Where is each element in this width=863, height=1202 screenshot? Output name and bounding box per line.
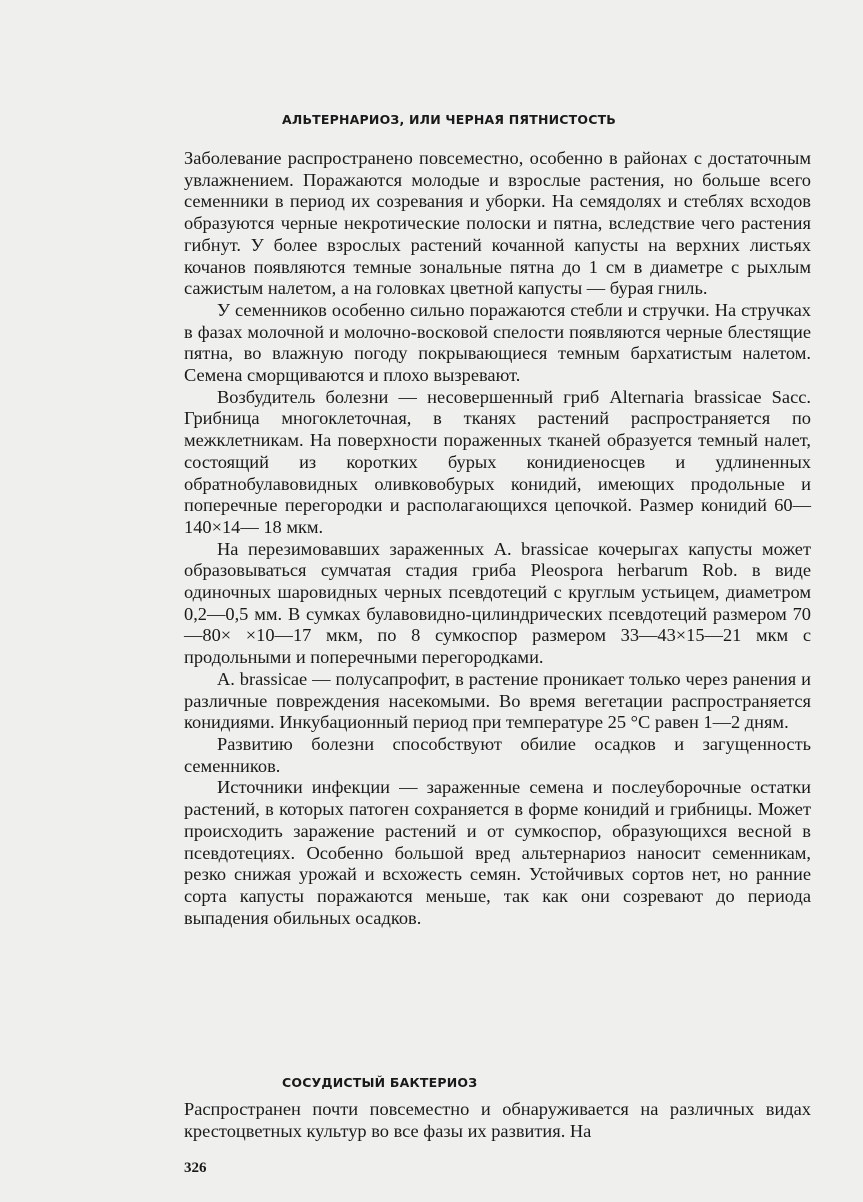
section-heading-vascular-bacteriosis: СОСУДИСТЫЙ БАКТЕРИОЗ: [282, 1075, 478, 1090]
paragraph-2: У семенников особенно сильно поражаются стебли и стручки. На стручках в фазах молочной и молочно-восковой спелости появляются черные блестящие пятна, во влажную погоду покрывающиеся темным бархатистым налетом. Семена сморщиваются и плохо вызревают.: [184, 299, 811, 386]
paragraph-3: Возбудитель болезни — несовершенный гриб Alternaria brassicae Sacc. Грибница многоклеточная, в тканях растений распространяется по межклетникам. На поверхности пораженных тканей образуется темный налет, состоящий из коротких бурых конидиеносцев и удлиненных обратнобулавовидных оливковобурых конидий, имеющих продольные и поперечные перегородки и располагающихся цепочкой. Размер конидий 60—140×14— 18 мкм.: [184, 386, 811, 537]
section-heading-alternariosis: АЛЬТЕРНАРИОЗ, ИЛИ ЧЕРНАЯ ПЯТНИСТОСТЬ: [282, 112, 617, 127]
section-body-vascular-bacteriosis: [184, 1099, 811, 1142]
page-number: 326: [184, 1160, 207, 1176]
paragraph-6: Развитию болезни способствуют обилие осадков и загущенность семенников.: [184, 733, 811, 776]
paragraph-7: Источники инфекции — зараженные семена и послеуборочные остатки растений, в которых патоген сохраняется в форме конидий и грибницы. Может происходить заражение растений и от сумкоспор, образующихся весной в псевдотециях. Особенно большой вред альтернариоз наносит семенникам, резко снижая урожай и всхожесть семян. Устойчивых сортов нет, но ранние сорта капусты поражаются меньше, так как они созревают до периода выпадения обильных осадков.: [184, 777, 811, 928]
paragraph-1: Заболевание распространено повсеместно, особенно в районах с достаточным увлажнением. Поражаются молодые и взрослые растения, но больше всего семенники в период их созревания и уборки. На семядолях и стеблях всходов образуются черные некротические полоски и пятна, вследствие чего растения гибнут. У более взрослых растений кочанной капусты на верхних листьях кочанов появляются темные зональные пятна до 1 см в диаметре с рыхлым сажистым налетом, а на головках цветной капусты — бурая гниль.: [184, 148, 811, 299]
paragraph-8: Распространен почти повсеместно и обнаруживается на различных видах крестоцветных культур во все фазы их развития. На: [184, 1099, 811, 1141]
section-body-alternariosis: [184, 148, 811, 929]
paragraph-4: На перезимовавших зараженных A. brassicae кочерыгах капусты может образовываться сумчатая стадия гриба Pleospora herbarum Rob. в виде одиночных шаровидных черных псевдотеций с круглым устьицем, диаметром 0,2—0,5 мм. В сумках булавовидно-цилиндрических псевдотеций размером 70—80× ×10—17 мкм, по 8 сумкоспор размером 33—43×15—21 мкм с продольными и поперечными перегородками.: [184, 538, 811, 668]
paragraph-5: A. brassicae — полусапрофит, в растение проникает только через ранения и различные повреждения насекомыми. Во время вегетации распространяется конидиями. Инкубационный период при температуре 25 °С равен 1—2 дням.: [184, 668, 811, 733]
